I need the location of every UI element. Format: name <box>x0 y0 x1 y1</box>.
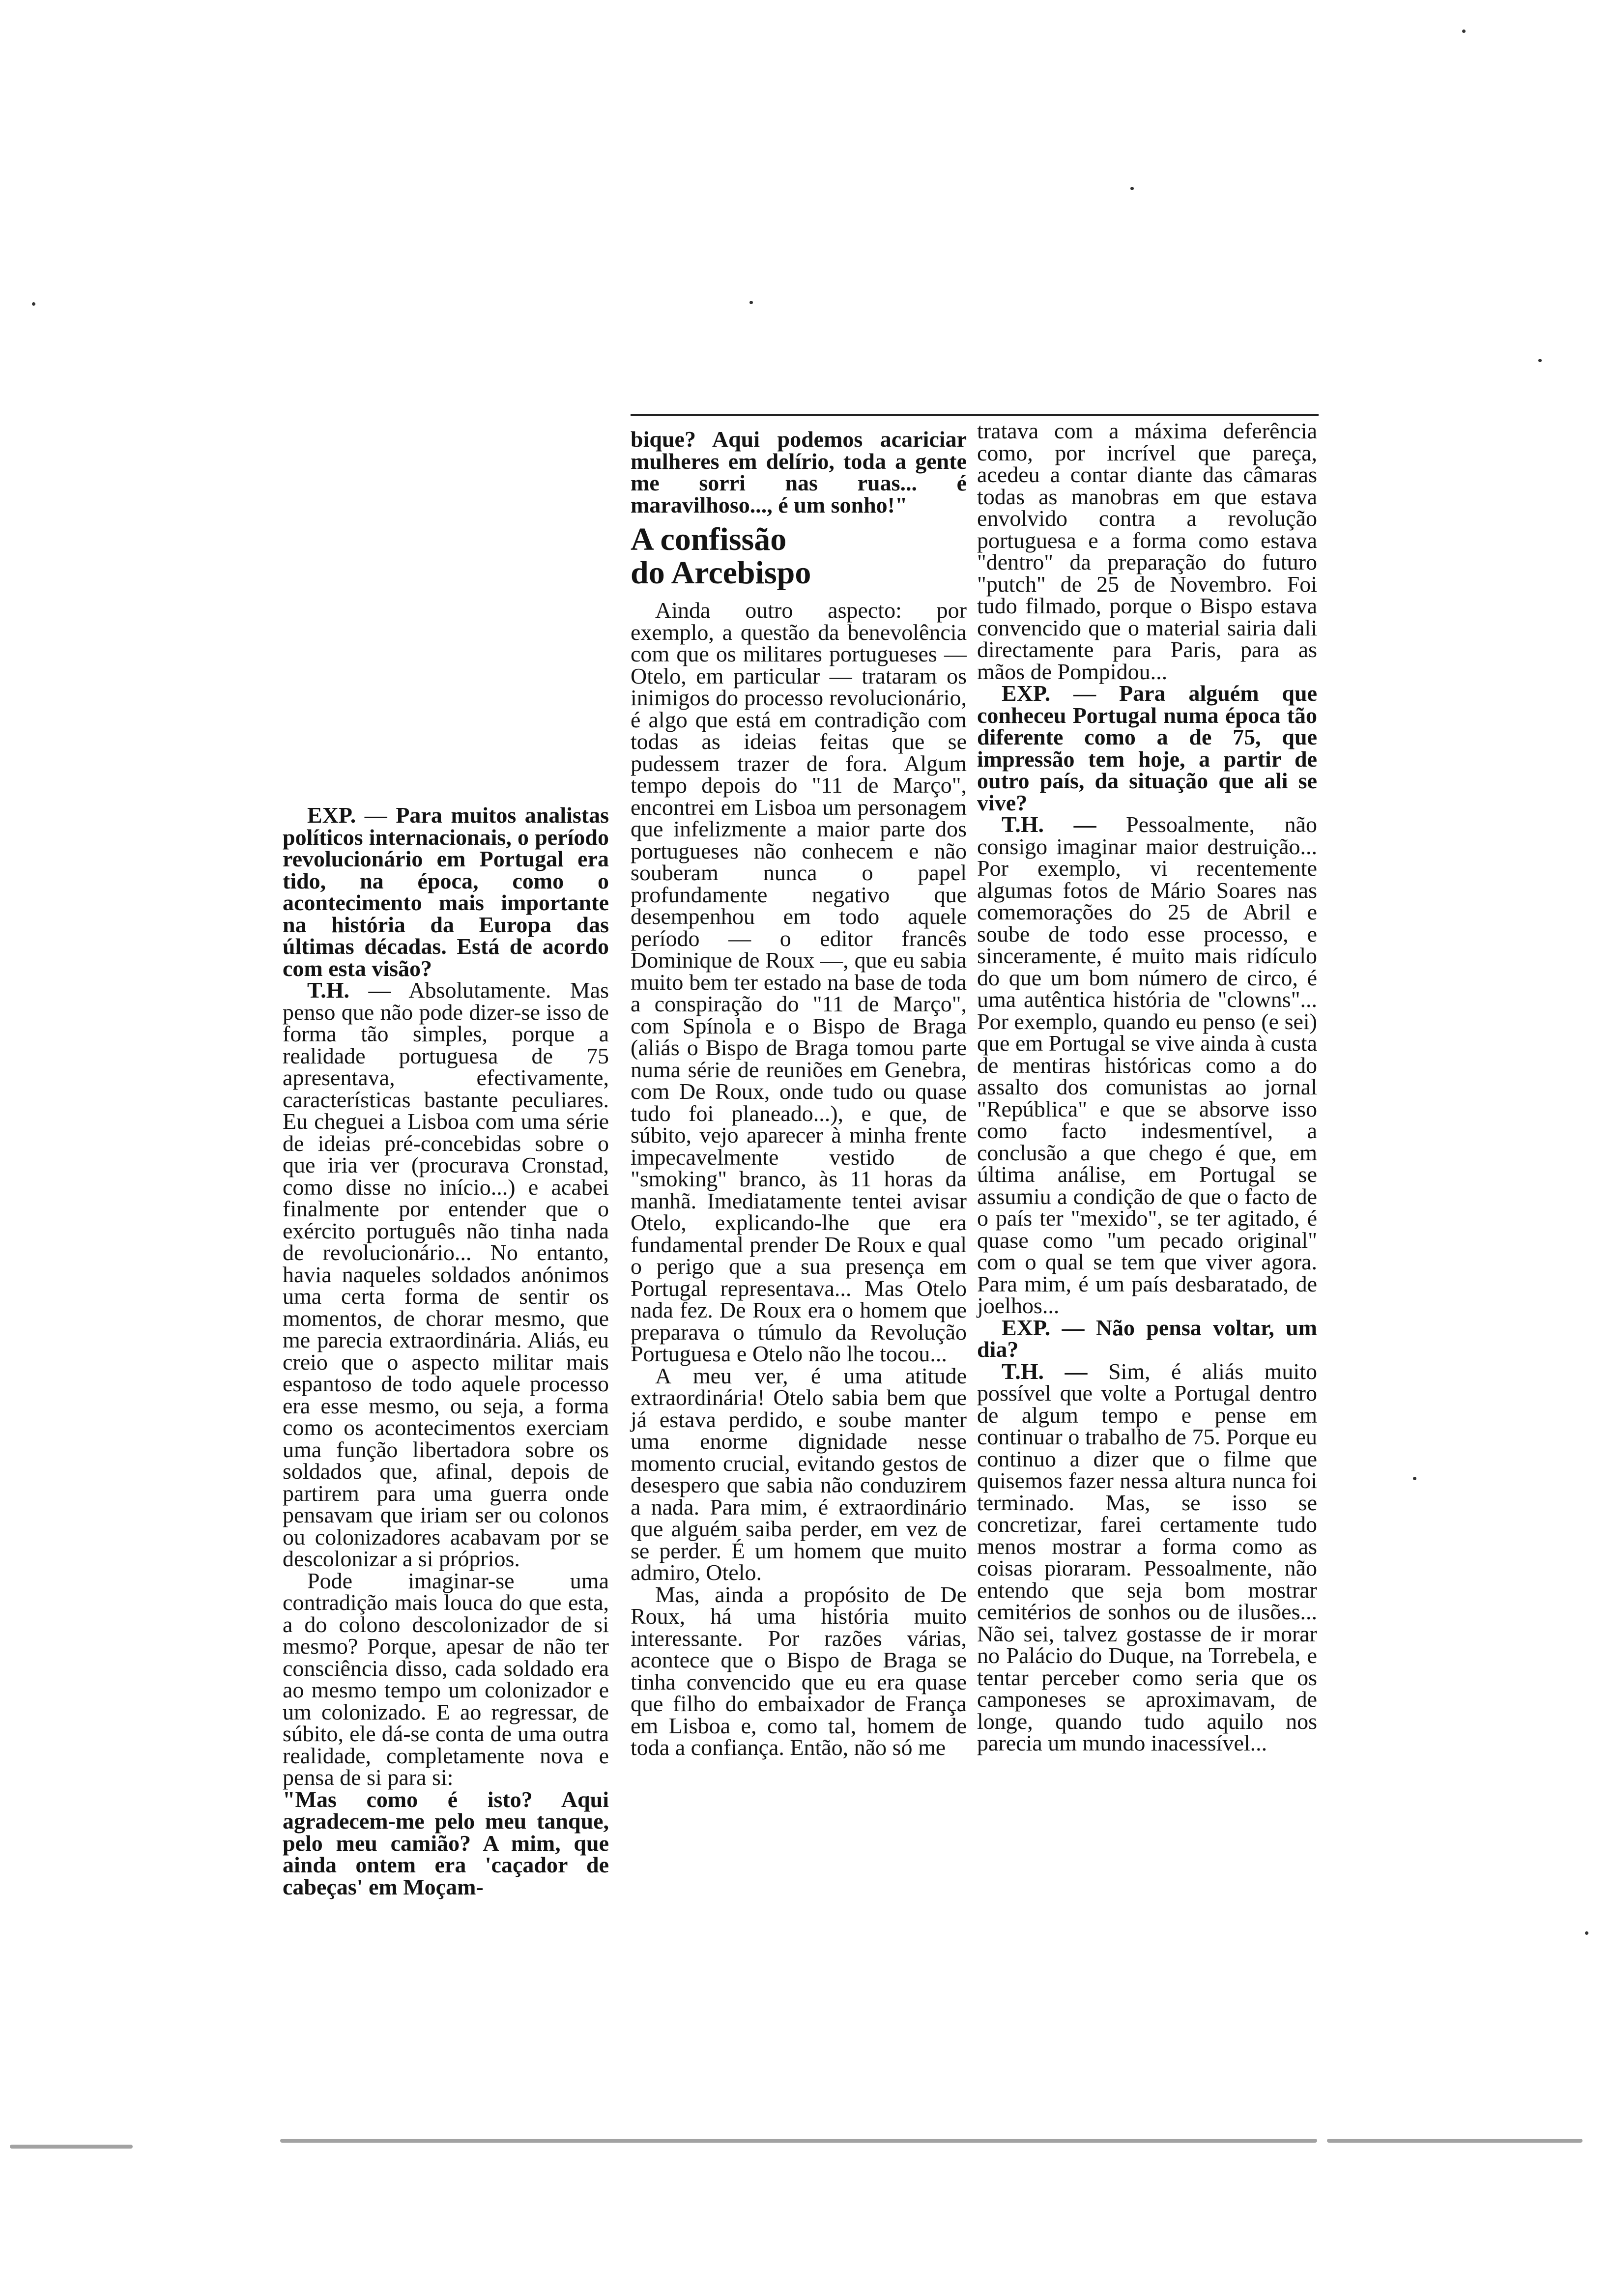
article-column-2 <box>631 429 967 1759</box>
paragraph-text: Pessoalmente, não consigo imaginar maior destruição... Por exemplo, vi recentemente algumas fotos de Mário Soares nas comemorações do 25 de Abril e soube de todo esse processo, e sinceramente, é muito mais ridículo do que um bom número de circo, é uma autêntica história de "clowns"... Por exemplo, quando eu penso (e sei) que em Portugal se vive ainda à custa de mentiras históricas como a do assalto dos comunistas ao jornal "República" e que se absorve isso como facto indesmentível, a conclusão a que chego é que, em última análise, em Portugal se assumiu a condição de que o facto de o país ter "mexido", se ter agitado, é quase como "um pecado original" com o qual se tem que viver agora. Para mim, é um país desbaratado, de joelhos... <box>977 812 1317 1318</box>
paragraph-text: Absolutamente. Mas penso que não pode dizer-se isso de forma tão simples, porque a realidade portuguesa de 75 apresentava, efectivamente, características bastante peculiares. Eu cheguei a Lisboa com uma série de ideias pré-concebidas sobre o que iria ver (procurava Cronstad, como disse no início...) e acabei finalmente por entender que o exército português não tinha nada de revolucionário... No entanto, havia naqueles soldados anónimos uma certa forma de sentir os momentos, de chorar mesmo, que me parecia extraordinária. Aliás, eu creio que o aspecto militar mais espantoso de todo aquele processo era esse mesmo, ou seja, a forma como os acontecimentos exerciam uma função libertadora sobre os soldados que, afinal, depois de partirem para uma guerra onde pensavam que iriam ser ou colonos ou colonizadores acabavam por se descolonizar a si próprios. <box>283 977 609 1571</box>
article-paragraph <box>977 420 1317 683</box>
section-heading <box>631 523 967 590</box>
speaker-label: EXP. — <box>1002 1315 1085 1340</box>
section-heading-line: A confissão <box>631 521 787 557</box>
speaker-label: EXP. — <box>307 803 387 828</box>
article-paragraph <box>631 1365 967 1584</box>
interviewer-question <box>631 429 967 516</box>
bottom-left-scan-mark <box>10 2145 133 2149</box>
scan-speck <box>1413 1477 1416 1480</box>
paragraph-text: Pode imaginar-se uma contradição mais louca do que esta, a do colono descolonizador de si mesmo? Porque, apesar de não ter consciência disso, cada soldado era ao mesmo tempo um colonizador e um colonizado. E ao regressar, de súbito, ele dá-se conta de uma outra realidade, completamente nova e pensa de si para si: <box>283 1568 609 1790</box>
interviewer-question <box>283 1786 609 1899</box>
paragraph-text: tratava com a máxima deferência como, por incrível que pareça, acedeu a contar diante das câmaras todas as manobras em que estava envolvido contra a revolução portuguesa e a forma como estava "dentro" da preparação do futuro "putch" de 25 de Novembro. Foi tudo filmado, porque o Bispo estava convencido que o material sairia dali directamente para Paris, para as mãos de Pompidou... <box>977 418 1317 684</box>
interviewer-question <box>977 683 1317 814</box>
scan-speck <box>1585 1931 1588 1935</box>
paragraph-text: A meu ver, é uma atitude extraordinária! Otelo sabia bem que já estava perdido, e soube manter uma enorme dignidade nesse momento crucial, evitando gestos de desespero que sabia não conduzirem a nada. Para mim, é extraordinário que alguém saiba perder, em vez de se perder. É um homem que muito admiro, Otelo. <box>631 1363 967 1585</box>
speaker-label: T.H. — <box>307 977 391 1003</box>
interviewer-question <box>977 1317 1317 1361</box>
article-paragraph <box>283 1570 609 1789</box>
interviewee-answer <box>977 814 1317 1317</box>
scan-speck <box>1462 29 1466 33</box>
speaker-label: EXP. — <box>1002 681 1096 706</box>
speaker-label: T.H. — <box>1002 812 1096 837</box>
article-column-1 <box>283 804 609 1898</box>
paragraph-text: Não pensa voltar, um dia? <box>977 1315 1317 1362</box>
article-column-3 <box>977 420 1317 1754</box>
paragraph-text: Para alguém que conheceu Portugal numa época tão diferente como a de 75, que impressão tem hoje, a partir de outro país, da situação que ali se vive? <box>977 681 1318 815</box>
paragraph-text: Mas, ainda a propósito de De Roux, há uma história muito interessante. Por razões várias, acontece que o Bispo de Braga se tinha convencido que eu era quase que filho do embaixador de França em Lisboa e, como tal, homem de toda a confiança. Então, não só me <box>631 1581 967 1760</box>
scan-speck <box>1538 359 1542 362</box>
paragraph-text: bique? Aqui podemos acariciar mulheres em delírio, toda a gente me sorri nas ruas... é maravilhoso..., é um sonho!" <box>631 427 967 517</box>
interviewee-answer <box>283 979 609 1570</box>
paragraph-text: Ainda outro aspecto: por exemplo, a questão da benevolência com que os militares portugueses — Otelo, em particular — trataram os inimigos do processo revolucionário, é algo que está em contradição com todas as ideias feitas que se pudessem trazer de fora. Algum tempo depois do "11 de Março", encontrei em Lisboa um personagem que infelizmente a maior parte dos portugueses não conhecem e não souberam nunca o papel profundamente negativo que desempenhou em todo aquele período — o editor francês Dominique de Roux —, que eu sabia muito bem ter estado na base de toda a conspiração do "11 de Março", com Spínola e o Bispo de Braga (aliás o Bispo de Braga tomou parte numa série de reuniões em Genebra, com De Roux, onde tudo ou quase tudo foi planeado...), e que, de súbito, vejo aparecer à minha frente impecavelmente vestido de "smoking" branco, às 11 horas da manhã. Imediatamente tentei avisar Otelo, explicando-lhe que era fundamental prender De Roux e qual o perigo que a sua presença em Portugal representava... Mas Otelo nada fez. De Roux era o homem que preparava o túmulo da Revolução Portuguesa e Otelo não lhe tocou... <box>631 598 967 1366</box>
interviewee-answer <box>977 1358 1317 1755</box>
article-paragraph <box>631 1581 967 1760</box>
scan-speck <box>749 301 753 304</box>
article-paragraph <box>631 600 967 1365</box>
scan-speck <box>32 302 35 306</box>
paragraph-text: Sim, é aliás muito possível que volte a Portugal dentro de algum tempo e pense em continuar o trabalho de 75. Porque eu continuo a dizer que o filme que quisemos fazer nessa altura nunca foi terminado. Mas, se isso se concretizar, farei certamente tudo menos mostrar a forma como as coisas pioraram. Pessoalmente, não entendo que seja bom mostrar cemitérios de sonhos ou de ilusões... Não sei, talvez gostasse de ir morar no Palácio do Duque, na Torrebela, e tentar perceber como seria que os camponeses se aproximavam, de longe, quando tudo aquilo nos parecia um mundo inacessível... <box>977 1358 1317 1755</box>
paragraph-text: "Mas como é isto? Aqui agradecem-me pelo meu tanque, pelo meu camião? A mim, que ainda ontem era 'caçador de cabeças' em Moçam- <box>283 1786 609 1899</box>
scan-speck <box>1130 187 1134 190</box>
bottom-scan-smudge <box>280 2139 1317 2143</box>
interviewer-question <box>283 804 609 979</box>
section-heading-line: do Arcebispo <box>631 555 811 591</box>
paragraph-text: Para muitos analistas políticos internacionais, o período revolucionário em Portugal era tido, na época, como o acontecimento mais importante na história da Europa das últimas décadas. Está de acordo com esta visão? <box>283 803 609 981</box>
bottom-right-scan-mark <box>1327 2139 1583 2143</box>
speaker-label: T.H. — <box>1002 1358 1088 1384</box>
top-column-rule <box>631 414 1319 416</box>
